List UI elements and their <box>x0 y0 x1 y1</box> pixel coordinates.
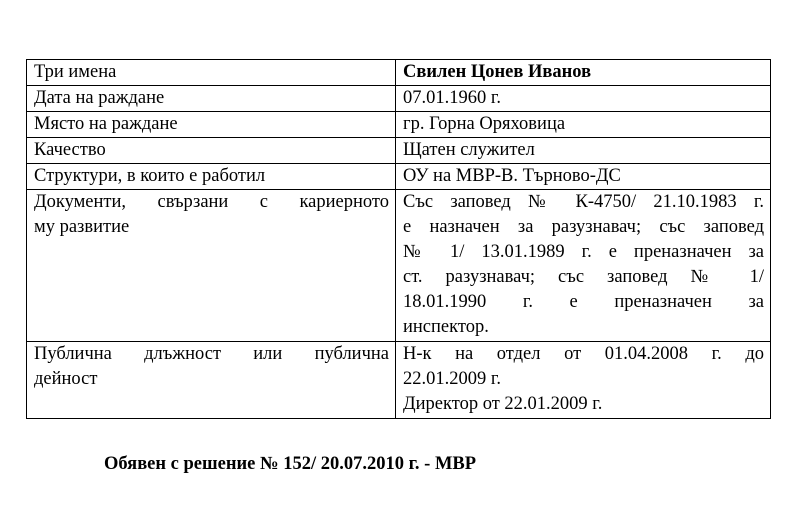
table-row <box>27 112 771 138</box>
personnel-record-table <box>26 59 771 419</box>
row-label-birth-place: Място на раждане <box>27 112 396 138</box>
value-line: 22.01.2009 г. <box>403 369 502 389</box>
row-value-structures: ОУ на МВР-В. Търново-ДС <box>396 164 771 190</box>
value-line: 18.01.1990 г. е преназначен за <box>403 292 764 312</box>
row-label-full-name: Три имена <box>27 60 396 86</box>
label-line: дейност <box>34 369 98 389</box>
row-value-birth-place: гр. Горна Оряховица <box>396 112 771 138</box>
row-label-capacity: Качество <box>27 138 396 164</box>
table-row <box>27 190 771 342</box>
row-value-public-position <box>396 342 771 419</box>
table-row <box>27 164 771 190</box>
value-line: Директор от 22.01.2009 г. <box>403 394 603 414</box>
value-line: ст. разузнавач; със заповед № 1/ <box>403 267 764 287</box>
row-value-full-name: Свилен Цонев Иванов <box>396 60 771 86</box>
row-value-birth-date: 07.01.1960 г. <box>396 86 771 112</box>
value-line: Със заповед № К-4750/ 21.10.1983 г. <box>403 192 764 212</box>
table-row <box>27 342 771 419</box>
value-line: инспектор. <box>403 317 489 337</box>
row-value-capacity: Щатен служител <box>396 138 771 164</box>
table-row <box>27 138 771 164</box>
value-line: е назначен за разузнавач; със заповед <box>403 217 764 237</box>
label-line: Публична длъжност или публична <box>34 344 389 364</box>
row-value-career-documents <box>396 190 771 342</box>
row-label-public-position <box>27 342 396 419</box>
row-label-career-documents <box>27 190 396 342</box>
table-row <box>27 86 771 112</box>
value-line: Н-к на отдел от 01.04.2008 г. до <box>403 344 764 364</box>
decision-note: Обявен с решение № 152/ 20.07.2010 г. - МВР <box>104 454 477 474</box>
row-label-structures: Структури, в които е работил <box>27 164 396 190</box>
label-line: Документи, свързани с кариерното <box>34 192 389 212</box>
table-row <box>27 60 771 86</box>
row-label-birth-date: Дата на раждане <box>27 86 396 112</box>
label-line: му развитие <box>34 217 130 237</box>
value-line: № 1/ 13.01.1989 г. е преназначен за <box>403 242 764 262</box>
